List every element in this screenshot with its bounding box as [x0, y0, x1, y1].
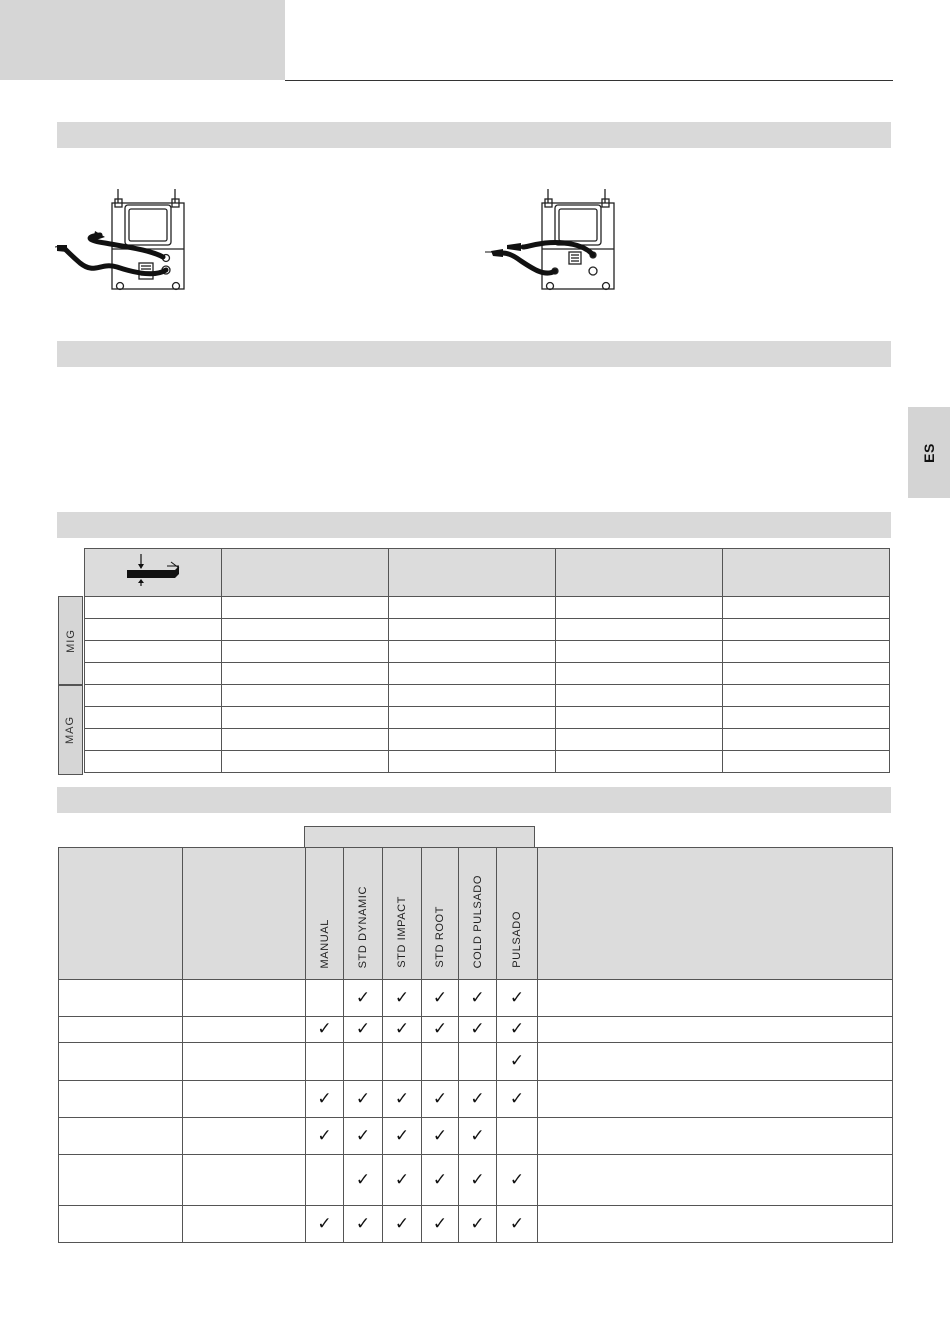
check-icon: ✓	[355, 987, 371, 1007]
thickness-header-cell	[85, 549, 222, 597]
mode-cell	[344, 980, 383, 1017]
table-cell	[183, 1043, 306, 1081]
mode-cell	[459, 1017, 497, 1043]
check-icon: ✓	[470, 1088, 485, 1108]
mode-cell	[306, 980, 344, 1017]
thickness-col-header	[222, 549, 389, 597]
check-icon: ✓	[394, 1088, 410, 1108]
table-cell	[538, 1155, 893, 1206]
check-icon: ✓	[432, 1019, 448, 1038]
thickness-col-header	[556, 549, 723, 597]
modes-group-header	[304, 826, 535, 847]
table-cell	[59, 1043, 183, 1081]
mode-cell	[459, 1043, 497, 1081]
table-row	[85, 707, 890, 729]
table-cell	[538, 1118, 893, 1155]
mode-cell	[306, 1206, 344, 1243]
mode-cell	[344, 1206, 383, 1243]
thickness-icon	[123, 552, 183, 588]
header-block	[0, 0, 285, 80]
table-row	[59, 1118, 893, 1155]
mode-header-cold-pulsado: COLD PULSADO	[459, 848, 497, 980]
mode-cell	[344, 1155, 383, 1206]
mode-cell	[422, 1155, 459, 1206]
mode-cell	[497, 1206, 538, 1243]
thickness-table-header	[85, 549, 890, 597]
check-icon: ✓	[509, 1051, 525, 1070]
modes-col-header	[59, 848, 183, 980]
table-cell	[59, 1118, 183, 1155]
table-cell	[59, 980, 183, 1017]
check-icon: ✓	[432, 987, 448, 1007]
table-cell	[538, 1081, 893, 1118]
table-cell	[183, 1155, 306, 1206]
table-cell	[538, 1017, 893, 1043]
thickness-table	[84, 548, 890, 773]
table-row	[85, 685, 890, 707]
mode-cell	[306, 1118, 344, 1155]
check-icon: ✓	[355, 1213, 371, 1233]
check-icon: ✓	[355, 1019, 371, 1038]
modes-col-header	[183, 848, 306, 980]
mode-cell	[344, 1043, 383, 1081]
check-icon: ✓	[509, 1019, 525, 1038]
table-cell	[183, 1118, 306, 1155]
mode-cell	[459, 1206, 497, 1243]
mode-header-pulsado: PULSADO	[497, 848, 538, 980]
table-row	[59, 980, 893, 1017]
table-row	[85, 751, 890, 773]
check-icon: ✓	[509, 1088, 525, 1108]
check-icon: ✓	[432, 1169, 448, 1189]
modes-table-header	[59, 848, 893, 980]
check-icon: ✓	[317, 1088, 332, 1108]
mode-cell	[383, 980, 422, 1017]
mode-cell	[497, 1155, 538, 1206]
mode-cell	[459, 1118, 497, 1155]
table-cell	[183, 1081, 306, 1118]
check-icon: ✓	[432, 1125, 448, 1145]
mode-cell	[422, 980, 459, 1017]
table-row	[59, 1017, 893, 1043]
mode-cell	[306, 1017, 344, 1043]
welding-modes-table	[58, 847, 893, 1243]
check-icon: ✓	[394, 1213, 410, 1233]
check-icon: ✓	[394, 1019, 410, 1038]
check-icon: ✓	[317, 1213, 332, 1233]
header-rule	[285, 80, 893, 81]
check-icon: ✓	[317, 1019, 332, 1038]
mode-cell	[383, 1043, 422, 1081]
check-icon: ✓	[470, 1169, 485, 1189]
thickness-col-header	[389, 549, 556, 597]
table-cell	[538, 980, 893, 1017]
mode-cell	[459, 980, 497, 1017]
mode-cell	[344, 1081, 383, 1118]
check-icon: ✓	[509, 1169, 525, 1189]
mode-cell	[383, 1017, 422, 1043]
table-cell	[59, 1155, 183, 1206]
mode-cell	[422, 1206, 459, 1243]
mode-header-std-root: STD ROOT	[422, 848, 459, 980]
check-icon: ✓	[470, 1213, 485, 1233]
mode-cell	[306, 1155, 344, 1206]
mode-header-manual: MANUAL	[306, 848, 344, 980]
mode-cell	[383, 1081, 422, 1118]
mode-cell	[344, 1118, 383, 1155]
check-icon: ✓	[470, 1125, 485, 1145]
group-label-mig: MIG	[58, 596, 83, 685]
table-cell	[59, 1017, 183, 1043]
section-bar-2	[57, 341, 891, 367]
thickness-col-header	[723, 549, 890, 597]
check-icon: ✓	[394, 987, 410, 1007]
table-row	[59, 1155, 893, 1206]
section-bar-3	[57, 512, 891, 538]
table-row	[85, 663, 890, 685]
mode-cell	[497, 1017, 538, 1043]
table-cell	[183, 1017, 306, 1043]
mode-cell	[383, 1206, 422, 1243]
mode-header-std-impact: STD IMPACT	[383, 848, 422, 980]
welding-machine-illustration-left	[55, 185, 190, 295]
mode-cell	[497, 1118, 538, 1155]
modes-col-header	[538, 848, 893, 980]
check-icon: ✓	[394, 1125, 410, 1145]
mode-cell	[344, 1017, 383, 1043]
language-tab[interactable]	[908, 407, 950, 498]
check-icon: ✓	[317, 1125, 332, 1145]
mode-cell	[422, 1043, 459, 1081]
check-icon: ✓	[509, 1213, 525, 1233]
mode-cell	[497, 980, 538, 1017]
mode-cell	[383, 1155, 422, 1206]
table-cell	[538, 1206, 893, 1243]
mode-cell	[497, 1043, 538, 1081]
section-bar-1	[57, 122, 891, 148]
table-row	[85, 597, 890, 619]
check-icon: ✓	[432, 1088, 448, 1108]
table-cell	[183, 1206, 306, 1243]
check-icon: ✓	[432, 1213, 448, 1233]
mode-cell	[422, 1081, 459, 1118]
table-cell	[183, 980, 306, 1017]
mode-cell	[459, 1081, 497, 1118]
mode-cell	[306, 1043, 344, 1081]
welding-machine-illustration-right	[485, 185, 620, 295]
table-row	[59, 1043, 893, 1081]
check-icon: ✓	[509, 987, 525, 1007]
table-cell	[59, 1081, 183, 1118]
mode-cell	[422, 1017, 459, 1043]
group-label-mag: MAG	[58, 685, 83, 775]
check-icon: ✓	[470, 1019, 485, 1038]
table-row	[59, 1206, 893, 1243]
mode-cell	[422, 1118, 459, 1155]
mode-cell	[383, 1118, 422, 1155]
table-cell	[538, 1043, 893, 1081]
section-bar-4	[57, 787, 891, 813]
mode-cell	[459, 1155, 497, 1206]
check-icon: ✓	[394, 1169, 410, 1189]
language-tab-label: ES	[921, 442, 937, 463]
table-cell	[59, 1206, 183, 1243]
mode-cell	[497, 1081, 538, 1118]
table-row	[85, 619, 890, 641]
check-icon: ✓	[470, 987, 485, 1007]
check-icon: ✓	[355, 1169, 371, 1189]
mode-header-std-dynamic: STD DYNAMIC	[344, 848, 383, 980]
check-icon: ✓	[355, 1088, 371, 1108]
mode-cell	[306, 1081, 344, 1118]
table-row	[85, 729, 890, 751]
table-row	[85, 641, 890, 663]
check-icon: ✓	[355, 1125, 371, 1145]
table-row	[59, 1081, 893, 1118]
